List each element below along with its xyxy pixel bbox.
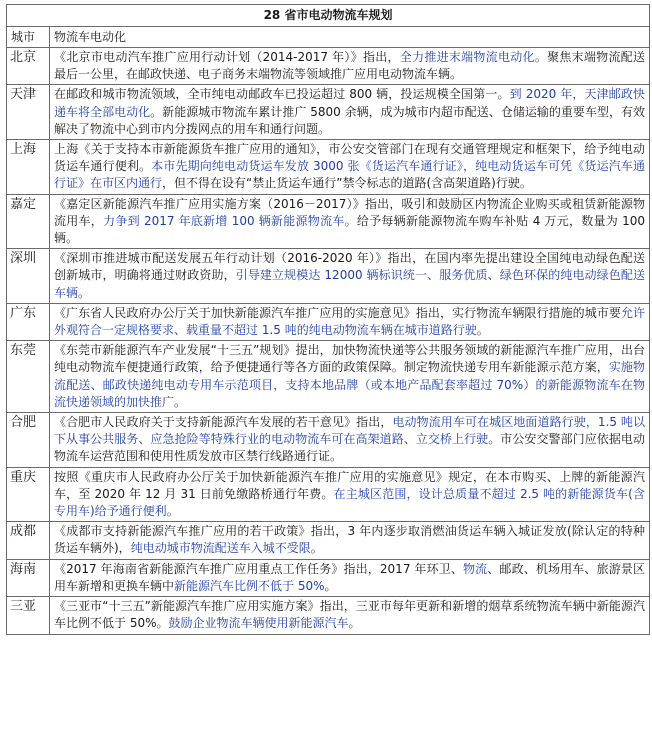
policy-text: 上海《关于支持本市新能源货车推广应用的通知》，市公安交管部门在现有交通管理规定和框架下，给予纯电动货运车通行便利。	[54, 142, 646, 174]
header-content: 物流车电动化	[50, 27, 650, 48]
policy-text: 《合肥市人民政府关于支持新能源汽车发展的若干意见》指出，	[54, 415, 393, 430]
table-row	[7, 249, 650, 304]
policy-cell	[50, 85, 650, 140]
policy-cell	[50, 597, 650, 634]
highlighted-text: 允许外观符合一定规格要求、载重量不超过 1.5 吨的纯电动物流车辆在城市道路行驶	[54, 305, 646, 338]
city-cell: 东莞	[7, 341, 50, 413]
policy-text: 《2017 年海南省新能源汽车推广应用重点工作任务》指出，2017 年环卫、	[54, 561, 463, 576]
city-cell: 重庆	[7, 467, 50, 522]
policy-text: 。	[78, 285, 91, 300]
table-row	[7, 140, 650, 195]
policy-text: 。市公安交警部门应依据电动物流车运营范围和使用性质发放市区禁行线路通行证。	[54, 432, 645, 464]
city-cell: 天津	[7, 85, 50, 140]
table-row	[7, 413, 650, 468]
table-row	[7, 341, 650, 413]
policy-text: ，但不得在设有“禁止货运车通行”禁令标志的道路(含高架道路)行驶。	[162, 176, 532, 191]
policy-text: 。	[476, 323, 489, 338]
highlighted-text: 物流	[462, 561, 488, 576]
city-cell: 北京	[7, 48, 50, 85]
policy-cell	[50, 341, 650, 413]
table-row	[7, 194, 650, 249]
policy-text: 《成都市支持新能源汽车推广应用的若干政策》指出，3 年内逐步取消燃油货运车辆入城证发放(除认定的特种货运车辆外)，	[54, 524, 646, 556]
policy-cell	[50, 303, 650, 340]
table-row	[7, 522, 650, 559]
table-body	[7, 48, 650, 635]
table-row	[7, 467, 650, 522]
policy-text: 。新能源城市物流车累计推广 5800 余辆，成为城市内超市配送、仓储运输的重要车型，有效解决了物流中心到市内分拨网点的用车和通行问题。	[54, 104, 646, 136]
table-row	[7, 303, 650, 340]
policy-text: 。	[310, 541, 323, 556]
highlighted-text: 全力推进末端物流电动化	[399, 50, 535, 64]
header-city: 城市	[7, 27, 50, 48]
policy-text: 。	[166, 504, 179, 519]
highlighted-text: 鼓励企业物流车辆使用新能源汽车	[168, 616, 349, 631]
policy-text: 按照《重庆市人民政府办公厅关于加快新能源汽车推广应用的实施意见》规定，在本市购买、上牌的新能源汽车，至 2020 年 12 月 31 日前免缴路桥通行年费。	[54, 469, 646, 501]
city-cell: 嘉定	[7, 194, 50, 249]
policy-text: 《北京市电动汽车推广应用行动计划（2014-2017 年）》指出，	[54, 50, 400, 64]
header-row	[7, 27, 650, 48]
highlighted-text: 引导建立规模达 12000 辆标识统一、服务优质、绿色环保的纯电动绿色配送车辆	[54, 268, 646, 300]
policy-cell	[50, 559, 650, 596]
highlighted-text: 新能源汽车比例不低于 50%	[174, 578, 325, 593]
city-cell: 上海	[7, 140, 50, 195]
policy-cell	[50, 522, 650, 559]
city-cell: 合肥	[7, 413, 50, 468]
policy-text: 。	[348, 616, 361, 631]
policy-text: 《三亚市“十三五”新能源汽车推广应用实施方案》指出，三亚市每年更新和新增的烟草系统物流车辆中新能源汽车比例不低于 50%。	[54, 599, 646, 631]
policy-cell	[50, 194, 650, 249]
policy-table	[6, 4, 650, 635]
highlighted-text: 在主城区范围，设计总质量不超过 2.5 吨的新能源货车(含专用车)给予通行便利	[54, 486, 646, 519]
policy-text: 。	[324, 578, 337, 593]
policy-cell	[50, 140, 650, 195]
policy-cell	[50, 48, 650, 85]
policy-cell	[50, 413, 650, 468]
table-title: 28 省市电动物流车规划	[7, 5, 650, 27]
policy-text: 《嘉定区新能源汽车推广应用实施方案（2016－2017）》指出，吸引和鼓励区内物流企业购买或租赁新能源物流用车，	[54, 196, 646, 228]
city-cell: 成都	[7, 522, 50, 559]
highlighted-text: 电动物流用车可在城区地面道路行驶，1.5 吨以下从事公共服务、应急抢险等特殊行业的电动物流车可在高架道路、立交桥上行驶	[54, 415, 646, 447]
table-row	[7, 597, 650, 634]
city-cell: 广东	[7, 303, 50, 340]
policy-text: 《深圳市推进城市配送发展五年行动计划（2016-2020 年）》指出，在国内率先提出建设全国纯电动绿色配送创新城市，明确将通过财政资助，	[54, 251, 646, 283]
table-row	[7, 48, 650, 85]
highlighted-text: 本市先期向纯电动货运车发放 3000 张《货运汽车通行证》，纯电动货运车可凭《货运汽车通行证》在市区内通行	[54, 159, 646, 191]
city-cell: 三亚	[7, 597, 50, 634]
highlighted-text: 纯电动城市物流配送车入城不受限	[130, 541, 311, 556]
city-cell: 深圳	[7, 249, 50, 304]
table-row	[7, 559, 650, 596]
city-cell: 海南	[7, 559, 50, 596]
policy-text: 。	[174, 394, 187, 409]
policy-text: 《东莞市新能源汽车产业发展“十三五”规划》提出，加快物流快递等公共服务领域的新能源汽车推广应用，出台纯电动物流车便捷通行政策，给予便捷通行等各方面的政策保障。制定物流快递专用车新能源示范方案，	[54, 343, 646, 375]
highlighted-text: 实施物流配送、邮政快递纯电动专用车示范项目，支持本地品牌（或本地产品配套率超过 70%）的新能源物流车在物流快递领域的加快推广	[54, 360, 646, 409]
highlighted-text: 力争到 2017 年底新增 100 辆新能源物流车	[103, 213, 345, 228]
policy-cell	[50, 249, 650, 304]
policy-cell	[50, 467, 650, 522]
table-row	[7, 85, 650, 140]
policy-text: 。聚焦末端物流配送最后一公里，在邮政快递、电子商务末端物流等领域推广应用电动物流车辆。	[54, 50, 645, 82]
policy-text: 在邮政和城市物流领域，全市纯电动邮政车已投运超过 800 辆，投运规模全国第一。	[54, 87, 510, 102]
policy-text: 《广东省人民政府办公厅关于加快新能源汽车推广应用的实施意见》指出，实行物流车辆限行措施的城市要	[54, 305, 621, 320]
highlighted-text: 到 2020 年，天津邮政快递车将全部电动化	[54, 87, 646, 119]
policy-text: 、邮政、机场用车、旅游景区用车新增和更换车辆中	[54, 561, 645, 593]
policy-text: 。给予每辆新能源物流车购车补贴 4 万元，数量为 100 辆。	[54, 213, 646, 246]
